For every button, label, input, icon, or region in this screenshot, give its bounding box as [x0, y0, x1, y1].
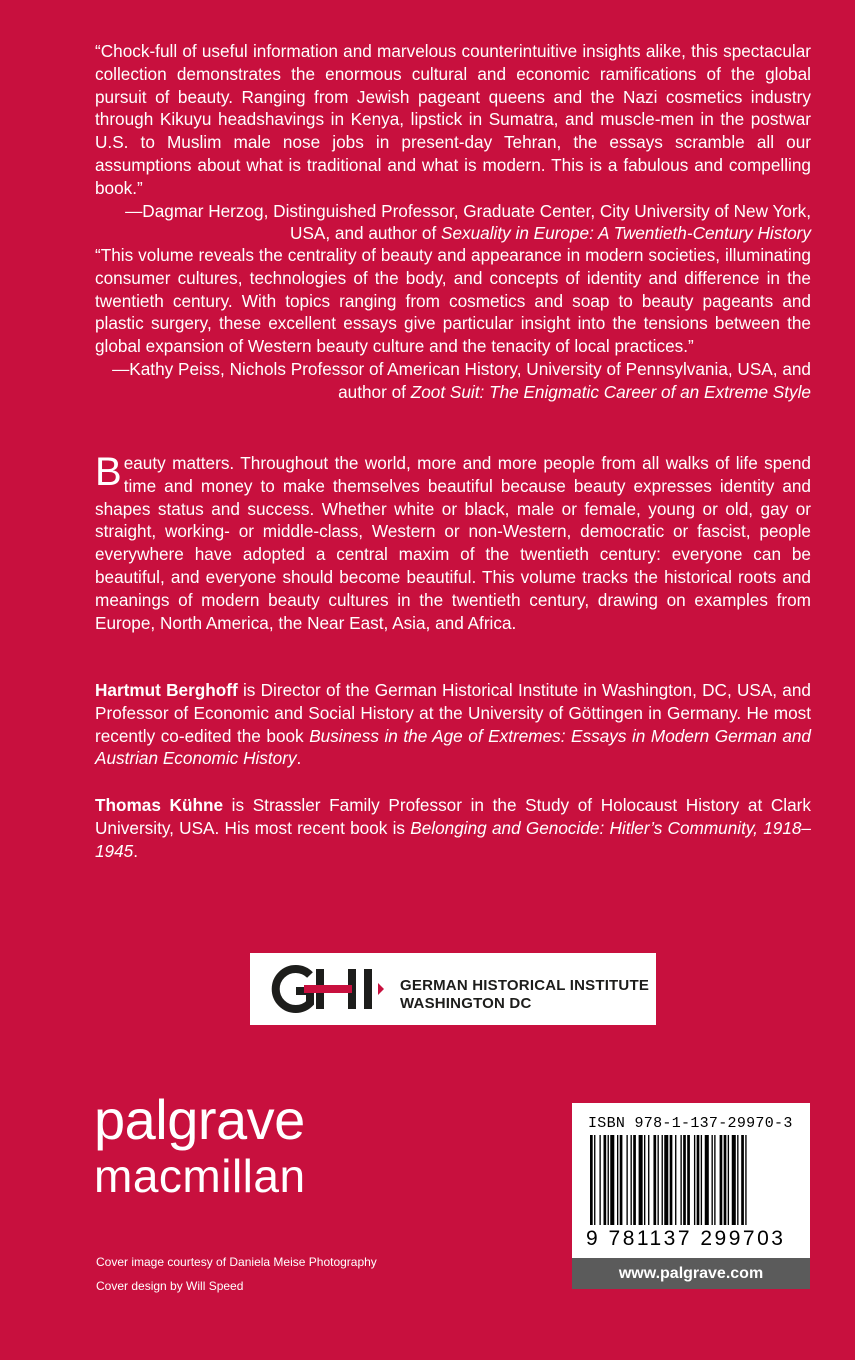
publisher-logo-palgrave: palgrave [94, 1088, 305, 1151]
description-text: eauty matters. Throughout the world, more and more people from all walks of life spend time and money to make themselves beautiful because beauty expresses identity and shapes status and success. Whether white or black, male or female, young or old, gay or straight, working- or middle-class, Western or non-Western, democratic or fascist, people everywhere have adopted a central maxim of the twentieth century: everyone can be beautiful, and everyone should become beautiful. This volume tracks the historical roots and meanings of modern beauty cultures in the twentieth century, drawing on examples from Europe, North America, the Near East, Asia, and Africa. [95, 453, 811, 633]
barcode-panel [572, 1103, 810, 1289]
editor-name: Thomas Kühne [95, 795, 224, 815]
ghi-logo-icon [264, 963, 394, 1015]
praise-quote-peiss [95, 244, 811, 404]
editor-bio-kuhne: Thomas Kühne is Strassler Family Professor in the Study of Holocaust History at Clark University, USA. His most recent book is Belonging and Genocide: Hitler’s Community, 1918–1945. [95, 795, 811, 861]
cover-image-credit: Cover image courtesy of Daniela Meise Photography [96, 1255, 377, 1269]
quote-text: “This volume reveals the centrality of beauty and appearance in modern societies, illuminating consumer cultures, technologies of the body, and concepts of identity and difference in the twentieth century. With topics ranging from cosmetics and soap to beauty pageants and plastic surgery, these excellent essays give particular insight into the tensions between the global expansion of Western beauty culture and the tenacity of local practices.” [95, 245, 811, 357]
book-description [95, 452, 811, 634]
editor-book-title: Business in the Age of Extremes: Essays in Modern German and Austrian Economic History [95, 725, 811, 769]
quote-attribution: —Dagmar Herzog, Distinguished Professor, Graduate Center, City University of New York, USA, and author of Sexuality in Europe: A Twentieth-Century History [125, 200, 811, 244]
quote-attribution: —Kathy Peiss, Nichols Professor of American History, University of Pennsylvania, USA, and author of Zoot Suit: The Enigmatic Career of an Extreme Style [112, 358, 811, 402]
quote-book-title: Sexuality in Europe: A Twentieth-Century History [441, 223, 811, 244]
drop-cap: B [95, 450, 122, 494]
barcode-icon [572, 1135, 810, 1227]
cover-design-credit: Cover design by Will Speed [96, 1279, 244, 1293]
ghi-logo-panel [250, 953, 656, 1025]
praise-quote-herzog [95, 40, 811, 245]
editor-bio-berghoff: Hartmut Berghoff is Director of the German Historical Institute in Washington, DC, USA, and Professor of Economic and Social History at the University of Göttingen in Germany. He most recently co-edited the book Business in the Age of Extremes: Essays in Modern German and Austrian Economic History. [95, 680, 811, 769]
ghi-name: GERMAN HISTORICAL INSTITUTE WASHINGTON DC [400, 977, 650, 1012]
publisher-url: www.palgrave.com [572, 1258, 810, 1289]
editor-name: Hartmut Berghoff [95, 680, 238, 700]
quote-text: “Chock-full of useful information and marvelous counterintuitive insights alike, this spectacular collection demonstrates the enormous cultural and economic ramifications of the global pursuit of beauty. Ranging from Jewish pageant queens and the Nazi cosmetics industry through Kikuyu headshavings in Kenya, lipstick in Sumatra, and muscle-men in the postwar U.S. to Muslim male nose jobs in present-day Tehran, the essays scramble all our assumptions about what is traditional and what is modern. This is a fabulous and compelling book.” [95, 41, 811, 198]
quote-book-title: Zoot Suit: The Enigmatic Career of an Extreme Style [410, 381, 811, 402]
editor-book-title: Belonging and Genocide: Hitler’s Community, 1918–1945 [95, 817, 811, 861]
publisher-logo-macmillan: macmillan [94, 1150, 306, 1202]
isbn-label: ISBN 978-1-137-29970-3 [588, 1115, 793, 1132]
barcode-digits: 9 781137 299703 [586, 1227, 786, 1250]
